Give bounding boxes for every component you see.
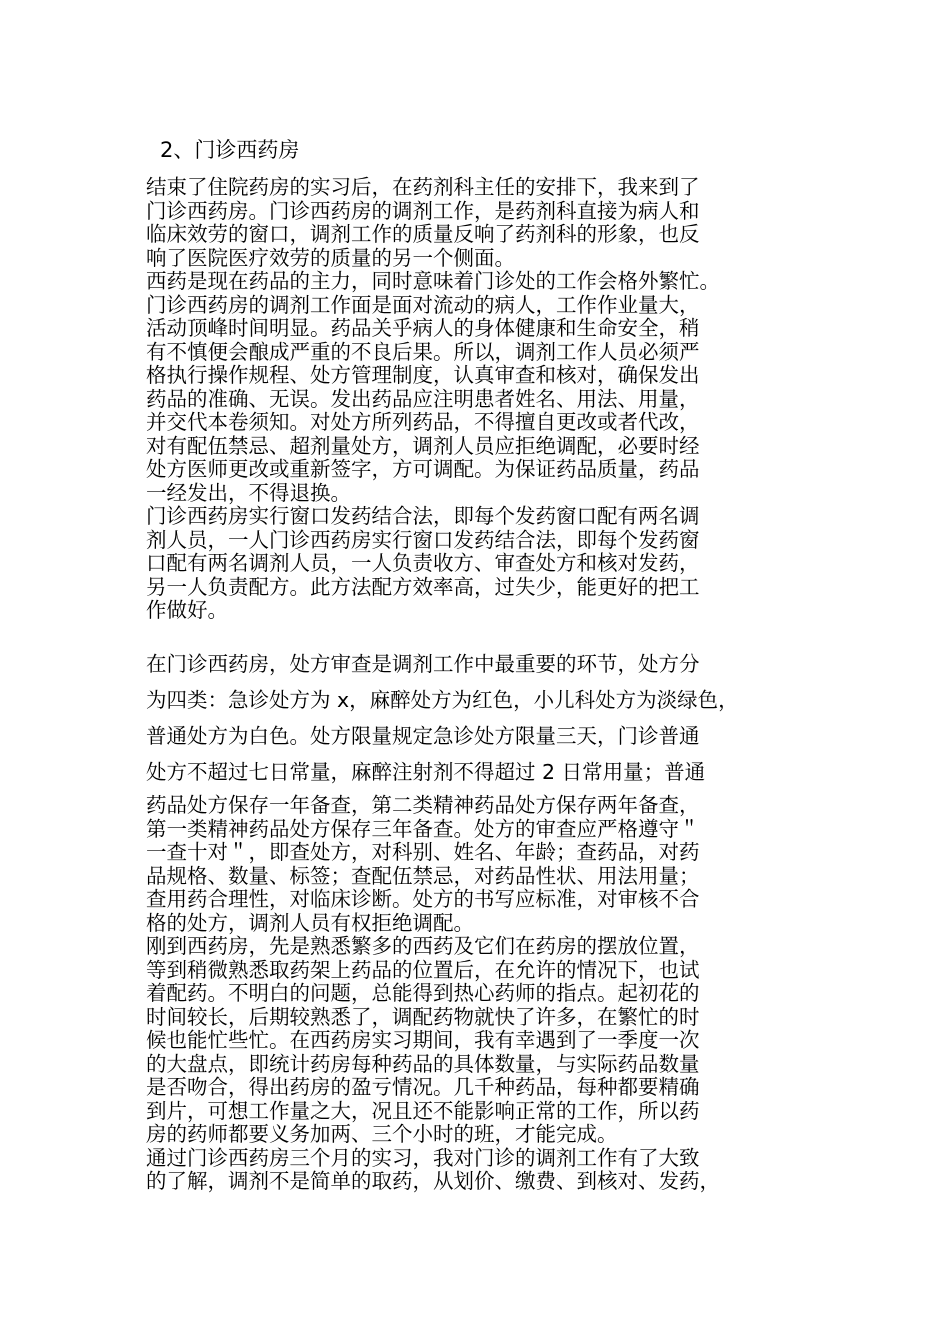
text-line: 结束了住院药房的实习后，在药剂科主任的安排下，我来到了 — [146, 175, 700, 199]
paragraph-block-3 — [146, 794, 836, 1194]
text-line: 口配有两名调剂人员，一人负责收方、审查处方和核对发药， — [146, 551, 700, 575]
text-line: 格的处方，调剂人员有权拒绝调配。 — [146, 910, 474, 935]
text-line: 有不慎便会酿成严重的不良后果。所以，调剂工作人员必须严 — [146, 339, 700, 364]
text-line: 在门诊西药房，处方审查是调剂工作中最重要的环节，处方分 — [146, 652, 700, 676]
text-line: 处方医师更改或重新签字，方可调配。为保证药品质量，药品 — [146, 457, 700, 481]
text-line: 作做好。 — [146, 598, 228, 622]
text-line: 一经发出，不得退换。 — [146, 480, 351, 505]
text-line: 药品的准确、无误。发出药品应注明患者姓名、用法、用量， — [146, 386, 700, 411]
text-line: 品规格、数量、标签；查配伍禁忌，对药品性状、用法用量； — [146, 863, 700, 888]
text-line: 一查十对＂，即查处方，对科别、姓名、年龄；查药品，对药 — [146, 840, 700, 864]
text-line: 处方不超过七日常量，麻醉注射剂不得超过 2 日常用量；普通 — [146, 760, 706, 784]
text-line: 门诊西药房。门诊西药房的调剂工作，是药剂科直接为病人和 — [146, 198, 700, 223]
text-line: 响了医院医疗效劳的质量的另一个侧面。 — [146, 245, 515, 270]
text-line: 房的药师都要义务加两、三个小时的班，才能完成。 — [146, 1122, 618, 1146]
text-line: 活动顶峰时间明显。药品关乎病人的身体健康和生命安全，稍 — [146, 316, 700, 340]
text-line: 时间较长，后期较熟悉了，调配药物就快了许多，在繁忙的时 — [146, 1004, 700, 1029]
text-line: 查用药合理性，对临床诊断。处方的书写应标准，对审核不合 — [146, 887, 700, 911]
text-line: 药品处方保存一年备查，第二类精神药品处方保存两年备查， — [146, 793, 700, 817]
paragraph-block-2 — [146, 646, 836, 790]
text-line: 为四类：急诊处方为 x，麻醉处方为红色，小儿科处方为淡绿色， — [146, 688, 739, 712]
text-line: 通过门诊西药房三个月的实习，我对门诊的调剂工作有了大致 — [146, 1145, 700, 1170]
text-line: 着配药。不明白的问题，总能得到热心药师的指点。起初花的 — [146, 981, 700, 1005]
text-line: 的了解，调剂不是简单的取药，从划价、缴费、到核对、发药， — [146, 1169, 720, 1193]
paragraph-block-1 — [146, 176, 836, 623]
text-line: 剂人员，一人门诊西药房实行窗口发药结合法，即每个发药窗 — [146, 527, 700, 552]
text-line: 临床效劳的窗口，调剂工作的质量反响了药剂科的形象，也反 — [146, 222, 700, 246]
text-line: 等到稍微熟悉取药架上药品的位置后，在允许的情况下，也试 — [146, 957, 700, 982]
text-line: 候也能忙些忙。在西药房实习期间，我有幸遇到了一季度一次 — [146, 1028, 700, 1052]
section-heading: 2、门诊西药房 — [160, 138, 300, 162]
text-line: 门诊西药房的调剂工作面是面对流动的病人，工作作业量大， — [146, 292, 700, 317]
text-line: 并交代本卷须知。对处方所列药品，不得擅自更改或者代改， — [146, 410, 700, 434]
text-line: 刚到西药房，先是熟悉繁多的西药及它们在药房的摆放位置， — [146, 934, 700, 958]
text-line: 西药是现在药品的主力，同时意味着门诊处的工作会格外繁忙。 — [146, 269, 720, 293]
text-line: 是否吻合，得出药房的盈亏情况。几千种药品，每种都要精确 — [146, 1075, 700, 1099]
text-line: 第一类精神药品处方保存三年备查。处方的审查应严格遵守＂ — [146, 816, 700, 841]
text-line: 普通处方为白色。处方限量规定急诊处方限量三天，门诊普通 — [146, 724, 700, 748]
text-line: 的大盘点，即统计药房每种药品的具体数量，与实际药品数量 — [146, 1051, 700, 1076]
text-line: 对有配伍禁忌、超剂量处方，调剂人员应拒绝调配，必要时经 — [146, 433, 700, 458]
text-line: 格执行操作规程、处方管理制度，认真审查和核对，确保发出 — [146, 363, 700, 387]
text-line: 到片，可想工作量之大，况且还不能影响正常的工作，所以药 — [146, 1098, 700, 1123]
text-line: 门诊西药房实行窗口发药结合法，即每个发药窗口配有两名调 — [146, 504, 700, 528]
text-line: 另一人负责配方。此方法配方效率高，过失少，能更好的把工 — [146, 574, 700, 599]
